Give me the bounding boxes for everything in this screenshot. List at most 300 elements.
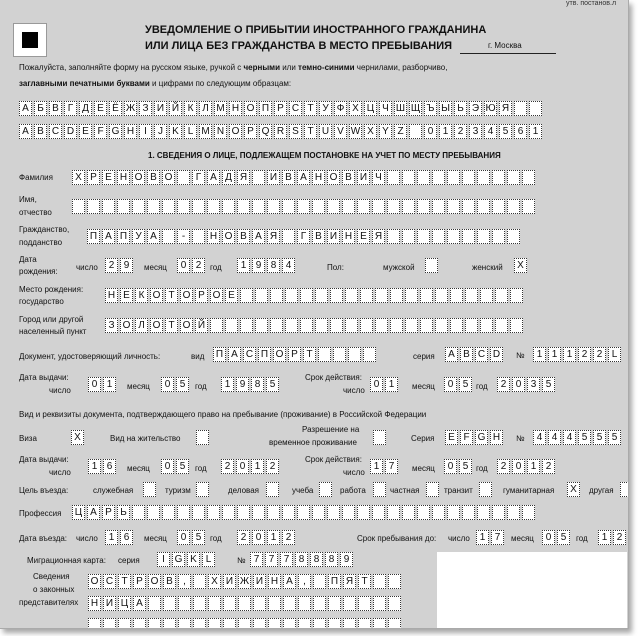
char-cell[interactable]: 0	[177, 258, 190, 273]
char-cell[interactable]	[363, 347, 376, 362]
char-cell[interactable]	[267, 505, 280, 520]
char-cell[interactable]	[420, 288, 433, 303]
char-cell[interactable]: 5	[459, 459, 472, 474]
char-cell[interactable]: 2	[282, 530, 295, 545]
char-cell[interactable]	[240, 288, 253, 303]
char-cell[interactable]	[297, 199, 310, 214]
char-cell[interactable]: 5	[176, 377, 189, 392]
char-cell[interactable]: И	[253, 574, 266, 589]
char-cell[interactable]: П	[258, 347, 271, 362]
char-cell[interactable]: 8	[310, 552, 323, 567]
char-cell[interactable]: О	[148, 574, 161, 589]
char-cell[interactable]	[342, 505, 355, 520]
char-cell[interactable]	[252, 505, 265, 520]
entry-month-field[interactable]	[177, 530, 207, 545]
char-cell[interactable]	[495, 318, 508, 333]
char-cell[interactable]: Я	[267, 229, 280, 244]
char-cell[interactable]: 1	[267, 530, 280, 545]
char-cell[interactable]	[522, 170, 535, 185]
char-cell[interactable]: И	[327, 229, 340, 244]
char-cell[interactable]: А	[87, 505, 100, 520]
char-cell[interactable]: K	[187, 552, 200, 567]
name-field[interactable]	[72, 199, 537, 214]
char-cell[interactable]: 8	[251, 377, 264, 392]
char-cell[interactable]: Л	[135, 318, 148, 333]
char-cell[interactable]	[282, 229, 295, 244]
char-cell[interactable]	[477, 229, 490, 244]
profession-field[interactable]	[72, 505, 537, 520]
stay-year-field[interactable]	[598, 530, 628, 545]
char-cell[interactable]: 2	[192, 258, 205, 273]
char-cell[interactable]: Р	[288, 347, 301, 362]
char-cell[interactable]	[312, 505, 325, 520]
char-cell[interactable]: 4	[548, 430, 561, 445]
char-cell[interactable]: 0	[252, 530, 265, 545]
char-cell[interactable]	[225, 318, 238, 333]
char-cell[interactable]: 8	[325, 552, 338, 567]
char-cell[interactable]	[507, 199, 520, 214]
char-cell[interactable]: 5	[578, 430, 591, 445]
char-cell[interactable]	[102, 199, 115, 214]
char-cell[interactable]	[132, 199, 145, 214]
char-cell[interactable]	[477, 199, 490, 214]
doc-series-field[interactable]	[445, 347, 505, 362]
char-cell[interactable]: О	[150, 318, 163, 333]
char-cell[interactable]	[373, 574, 386, 589]
char-cell[interactable]: B	[460, 347, 473, 362]
char-cell[interactable]: 0	[512, 377, 525, 392]
char-cell[interactable]: 2	[266, 459, 279, 474]
char-cell[interactable]: 4	[563, 430, 576, 445]
char-cell[interactable]	[162, 229, 175, 244]
char-cell[interactable]	[193, 596, 206, 611]
char-cell[interactable]: Ц	[118, 596, 131, 611]
char-cell[interactable]	[223, 618, 236, 629]
char-cell[interactable]: 0	[444, 377, 457, 392]
char-cell[interactable]: 6	[103, 459, 116, 474]
char-cell[interactable]	[282, 199, 295, 214]
char-cell[interactable]	[240, 318, 253, 333]
char-cell[interactable]: Т	[165, 288, 178, 303]
char-cell[interactable]: 7	[280, 552, 293, 567]
char-cell[interactable]	[402, 505, 415, 520]
char-cell[interactable]: Ь	[117, 505, 130, 520]
doc-type-field[interactable]	[213, 347, 378, 362]
char-cell[interactable]: 7	[265, 552, 278, 567]
char-cell[interactable]: Т	[358, 574, 371, 589]
surname-field[interactable]	[72, 170, 537, 185]
char-cell[interactable]	[313, 618, 326, 629]
char-cell[interactable]	[417, 199, 430, 214]
char-cell[interactable]: 5	[557, 530, 570, 545]
char-cell[interactable]	[162, 199, 175, 214]
char-cell[interactable]: 1	[533, 347, 546, 362]
char-cell[interactable]	[387, 199, 400, 214]
char-cell[interactable]	[343, 618, 356, 629]
birth-country-field[interactable]	[105, 288, 525, 303]
male-checkbox[interactable]	[425, 258, 438, 273]
visa-issue-year-field[interactable]	[221, 459, 281, 474]
visa-series-field[interactable]	[445, 430, 505, 445]
char-cell[interactable]: 5	[192, 530, 205, 545]
char-cell[interactable]: 1	[527, 459, 540, 474]
char-cell[interactable]	[192, 199, 205, 214]
char-cell[interactable]: Г	[192, 170, 205, 185]
char-cell[interactable]: Р	[102, 505, 115, 520]
char-cell[interactable]: F	[460, 430, 473, 445]
char-cell[interactable]: В	[282, 170, 295, 185]
char-cell[interactable]: В	[147, 170, 160, 185]
char-cell[interactable]: Е	[225, 288, 238, 303]
char-cell[interactable]: О	[120, 318, 133, 333]
mc-series-field[interactable]	[157, 552, 217, 567]
char-cell[interactable]	[252, 170, 265, 185]
char-cell[interactable]	[252, 199, 265, 214]
char-cell[interactable]	[373, 618, 386, 629]
char-cell[interactable]: 7	[250, 552, 263, 567]
char-cell[interactable]: А	[133, 596, 146, 611]
char-cell[interactable]: К	[135, 288, 148, 303]
char-cell[interactable]	[373, 596, 386, 611]
p-transit-checkbox[interactable]	[479, 482, 492, 497]
char-cell[interactable]	[388, 574, 401, 589]
char-cell[interactable]: 2	[237, 530, 250, 545]
char-cell[interactable]: О	[327, 170, 340, 185]
char-cell[interactable]: 1	[548, 347, 561, 362]
char-cell[interactable]: 9	[120, 258, 133, 273]
char-cell[interactable]	[388, 596, 401, 611]
char-cell[interactable]: 9	[340, 552, 353, 567]
char-cell[interactable]: A	[445, 347, 458, 362]
citizenship-field[interactable]	[87, 229, 522, 244]
char-cell[interactable]: 0	[88, 377, 101, 392]
birth-year-field[interactable]	[237, 258, 297, 273]
char-cell[interactable]	[372, 199, 385, 214]
char-cell[interactable]	[178, 596, 191, 611]
char-cell[interactable]: 1	[563, 347, 576, 362]
char-cell[interactable]: С	[243, 347, 256, 362]
char-cell[interactable]: 6	[120, 530, 133, 545]
char-cell[interactable]: Т	[303, 347, 316, 362]
char-cell[interactable]	[522, 505, 535, 520]
char-cell[interactable]	[450, 288, 463, 303]
char-cell[interactable]: -	[177, 229, 190, 244]
char-cell[interactable]: Я	[372, 229, 385, 244]
char-cell[interactable]: 1	[237, 258, 250, 273]
char-cell[interactable]	[148, 618, 161, 629]
char-cell[interactable]	[492, 170, 505, 185]
p-humanitarian-checkbox[interactable]: X	[567, 482, 580, 497]
char-cell[interactable]: А	[102, 229, 115, 244]
char-cell[interactable]	[405, 288, 418, 303]
char-cell[interactable]: С	[103, 574, 116, 589]
char-cell[interactable]	[420, 318, 433, 333]
char-cell[interactable]	[223, 596, 236, 611]
char-cell[interactable]: У	[132, 229, 145, 244]
char-cell[interactable]	[432, 505, 445, 520]
char-cell[interactable]	[207, 505, 220, 520]
char-cell[interactable]	[450, 318, 463, 333]
char-cell[interactable]	[148, 596, 161, 611]
char-cell[interactable]: Т	[118, 574, 131, 589]
char-cell[interactable]	[117, 199, 130, 214]
visa-valid-day-field[interactable]	[370, 459, 400, 474]
char-cell[interactable]: И	[223, 574, 236, 589]
char-cell[interactable]	[345, 288, 358, 303]
female-checkbox[interactable]: X	[514, 258, 527, 273]
char-cell[interactable]: 4	[533, 430, 546, 445]
char-cell[interactable]: 0	[542, 530, 555, 545]
legal-line2-field[interactable]	[88, 596, 403, 611]
char-cell[interactable]	[360, 318, 373, 333]
char-cell[interactable]	[492, 505, 505, 520]
char-cell[interactable]	[432, 229, 445, 244]
char-cell[interactable]	[118, 618, 131, 629]
legal-line3-field[interactable]	[88, 618, 403, 629]
char-cell[interactable]: 2	[497, 459, 510, 474]
char-cell[interactable]: П	[117, 229, 130, 244]
char-cell[interactable]	[177, 170, 190, 185]
char-cell[interactable]	[432, 199, 445, 214]
char-cell[interactable]: 9	[236, 377, 249, 392]
char-cell[interactable]	[435, 288, 448, 303]
char-cell[interactable]	[492, 229, 505, 244]
char-cell[interactable]	[313, 596, 326, 611]
visa-valid-year-field[interactable]	[497, 459, 557, 474]
char-cell[interactable]: L	[202, 552, 215, 567]
p-other-checkbox[interactable]	[620, 482, 629, 497]
char-cell[interactable]: 1	[251, 459, 264, 474]
char-cell[interactable]: G	[475, 430, 488, 445]
char-cell[interactable]	[447, 229, 460, 244]
char-cell[interactable]	[315, 288, 328, 303]
char-cell[interactable]: 7	[385, 459, 398, 474]
char-cell[interactable]: А	[252, 229, 265, 244]
char-cell[interactable]	[522, 199, 535, 214]
char-cell[interactable]: В	[312, 229, 325, 244]
char-cell[interactable]	[342, 199, 355, 214]
char-cell[interactable]: 7	[491, 530, 504, 545]
char-cell[interactable]	[133, 618, 146, 629]
char-cell[interactable]	[238, 596, 251, 611]
char-cell[interactable]	[103, 618, 116, 629]
char-cell[interactable]: Й	[195, 318, 208, 333]
p-study-checkbox[interactable]	[319, 482, 332, 497]
stay-month-field[interactable]	[542, 530, 572, 545]
char-cell[interactable]	[477, 505, 490, 520]
char-cell[interactable]: 2	[497, 377, 510, 392]
char-cell[interactable]	[507, 505, 520, 520]
char-cell[interactable]: П	[87, 229, 100, 244]
char-cell[interactable]	[178, 618, 191, 629]
char-cell[interactable]: Е	[357, 229, 370, 244]
char-cell[interactable]	[255, 288, 268, 303]
char-cell[interactable]	[330, 288, 343, 303]
char-cell[interactable]	[357, 505, 370, 520]
char-cell[interactable]	[327, 505, 340, 520]
char-cell[interactable]: 1	[370, 459, 383, 474]
char-cell[interactable]	[253, 596, 266, 611]
char-cell[interactable]	[510, 288, 523, 303]
char-cell[interactable]: 1	[105, 530, 118, 545]
p-service-checkbox[interactable]	[143, 482, 156, 497]
char-cell[interactable]: В	[342, 170, 355, 185]
char-cell[interactable]	[402, 229, 415, 244]
char-cell[interactable]	[360, 288, 373, 303]
char-cell[interactable]	[88, 618, 101, 629]
char-cell[interactable]: П	[328, 574, 341, 589]
char-cell[interactable]: Ц	[72, 505, 85, 520]
char-cell[interactable]: 8	[295, 552, 308, 567]
char-cell[interactable]	[387, 229, 400, 244]
valid-month-field[interactable]	[444, 377, 474, 392]
char-cell[interactable]: 8	[267, 258, 280, 273]
char-cell[interactable]: О	[222, 229, 235, 244]
entry-year-field[interactable]	[237, 530, 297, 545]
char-cell[interactable]: И	[267, 170, 280, 185]
issue-day-field[interactable]	[88, 377, 118, 392]
p-private-checkbox[interactable]	[426, 482, 439, 497]
issue-month-field[interactable]	[161, 377, 191, 392]
birth-month-field[interactable]	[177, 258, 207, 273]
char-cell[interactable]	[510, 318, 523, 333]
char-cell[interactable]: А	[147, 229, 160, 244]
char-cell[interactable]: Р	[133, 574, 146, 589]
char-cell[interactable]: D	[490, 347, 503, 362]
char-cell[interactable]	[402, 199, 415, 214]
char-cell[interactable]	[177, 199, 190, 214]
char-cell[interactable]	[163, 618, 176, 629]
char-cell[interactable]: 1	[476, 530, 489, 545]
char-cell[interactable]	[477, 170, 490, 185]
char-cell[interactable]	[348, 347, 361, 362]
char-cell[interactable]	[270, 288, 283, 303]
char-cell[interactable]: Д	[222, 170, 235, 185]
char-cell[interactable]: I	[157, 552, 170, 567]
char-cell[interactable]: Н	[88, 596, 101, 611]
char-cell[interactable]	[238, 618, 251, 629]
legal-line1-field[interactable]	[88, 574, 403, 589]
char-cell[interactable]	[313, 574, 326, 589]
char-cell[interactable]: П	[213, 347, 226, 362]
char-cell[interactable]	[87, 199, 100, 214]
char-cell[interactable]: 0	[161, 377, 174, 392]
char-cell[interactable]	[480, 288, 493, 303]
char-cell[interactable]	[327, 199, 340, 214]
p-work-checkbox[interactable]	[373, 482, 386, 497]
char-cell[interactable]	[255, 318, 268, 333]
char-cell[interactable]: 1	[385, 377, 398, 392]
char-cell[interactable]: Е	[102, 170, 115, 185]
char-cell[interactable]: 2	[221, 459, 234, 474]
char-cell[interactable]	[387, 170, 400, 185]
char-cell[interactable]: 2	[105, 258, 118, 273]
char-cell[interactable]: 0	[370, 377, 383, 392]
char-cell[interactable]	[495, 288, 508, 303]
char-cell[interactable]	[375, 318, 388, 333]
char-cell[interactable]: О	[132, 170, 145, 185]
char-cell[interactable]	[343, 596, 356, 611]
char-cell[interactable]: Н	[312, 170, 325, 185]
char-cell[interactable]: А	[228, 347, 241, 362]
char-cell[interactable]	[345, 318, 358, 333]
char-cell[interactable]	[333, 347, 346, 362]
char-cell[interactable]: 0	[161, 459, 174, 474]
char-cell[interactable]: Х	[208, 574, 221, 589]
char-cell[interactable]: L	[608, 347, 621, 362]
char-cell[interactable]: И	[357, 170, 370, 185]
char-cell[interactable]: Ж	[239, 576, 250, 587]
char-cell[interactable]	[417, 229, 430, 244]
char-cell[interactable]	[268, 596, 281, 611]
char-cell[interactable]: 5	[542, 377, 555, 392]
char-cell[interactable]: В	[237, 229, 250, 244]
char-cell[interactable]	[462, 170, 475, 185]
char-cell[interactable]	[405, 318, 418, 333]
char-cell[interactable]: 2	[593, 347, 606, 362]
char-cell[interactable]	[417, 505, 430, 520]
char-cell[interactable]: Я	[343, 574, 356, 589]
char-cell[interactable]	[462, 199, 475, 214]
char-cell[interactable]	[388, 618, 401, 629]
char-cell[interactable]	[462, 505, 475, 520]
p-tourism-checkbox[interactable]	[196, 482, 209, 497]
char-cell[interactable]: О	[210, 288, 223, 303]
char-cell[interactable]	[298, 618, 311, 629]
visa-valid-month-field[interactable]	[444, 459, 474, 474]
char-cell[interactable]	[132, 505, 145, 520]
char-cell[interactable]	[480, 318, 493, 333]
char-cell[interactable]	[465, 318, 478, 333]
char-cell[interactable]	[492, 199, 505, 214]
char-cell[interactable]: А	[283, 574, 296, 589]
char-cell[interactable]: Н	[342, 229, 355, 244]
char-cell[interactable]	[267, 199, 280, 214]
char-cell[interactable]	[237, 199, 250, 214]
char-cell[interactable]: Т	[165, 318, 178, 333]
char-cell[interactable]	[282, 505, 295, 520]
char-cell[interactable]	[375, 288, 388, 303]
char-cell[interactable]	[387, 505, 400, 520]
char-cell[interactable]	[285, 288, 298, 303]
residence-checkbox[interactable]	[196, 430, 209, 445]
char-cell[interactable]	[208, 596, 221, 611]
char-cell[interactable]: 3	[527, 377, 540, 392]
char-cell[interactable]	[417, 170, 430, 185]
p-business-checkbox[interactable]	[266, 482, 279, 497]
char-cell[interactable]: А	[297, 170, 310, 185]
char-cell[interactable]	[507, 229, 520, 244]
char-cell[interactable]	[390, 318, 403, 333]
char-cell[interactable]: О	[150, 288, 163, 303]
char-cell[interactable]: Н	[117, 170, 130, 185]
char-cell[interactable]: Н	[207, 229, 220, 244]
char-cell[interactable]: H	[490, 430, 503, 445]
char-cell[interactable]: 2	[542, 459, 555, 474]
char-cell[interactable]: О	[88, 574, 101, 589]
char-cell[interactable]: ,	[178, 574, 191, 589]
char-cell[interactable]: Р	[87, 170, 100, 185]
char-cell[interactable]	[177, 505, 190, 520]
char-cell[interactable]	[507, 170, 520, 185]
char-cell[interactable]: 5	[176, 459, 189, 474]
char-cell[interactable]: 0	[236, 459, 249, 474]
char-cell[interactable]	[147, 505, 160, 520]
char-cell[interactable]	[357, 199, 370, 214]
char-cell[interactable]: З	[105, 318, 118, 333]
char-cell[interactable]	[285, 318, 298, 333]
char-cell[interactable]	[432, 170, 445, 185]
